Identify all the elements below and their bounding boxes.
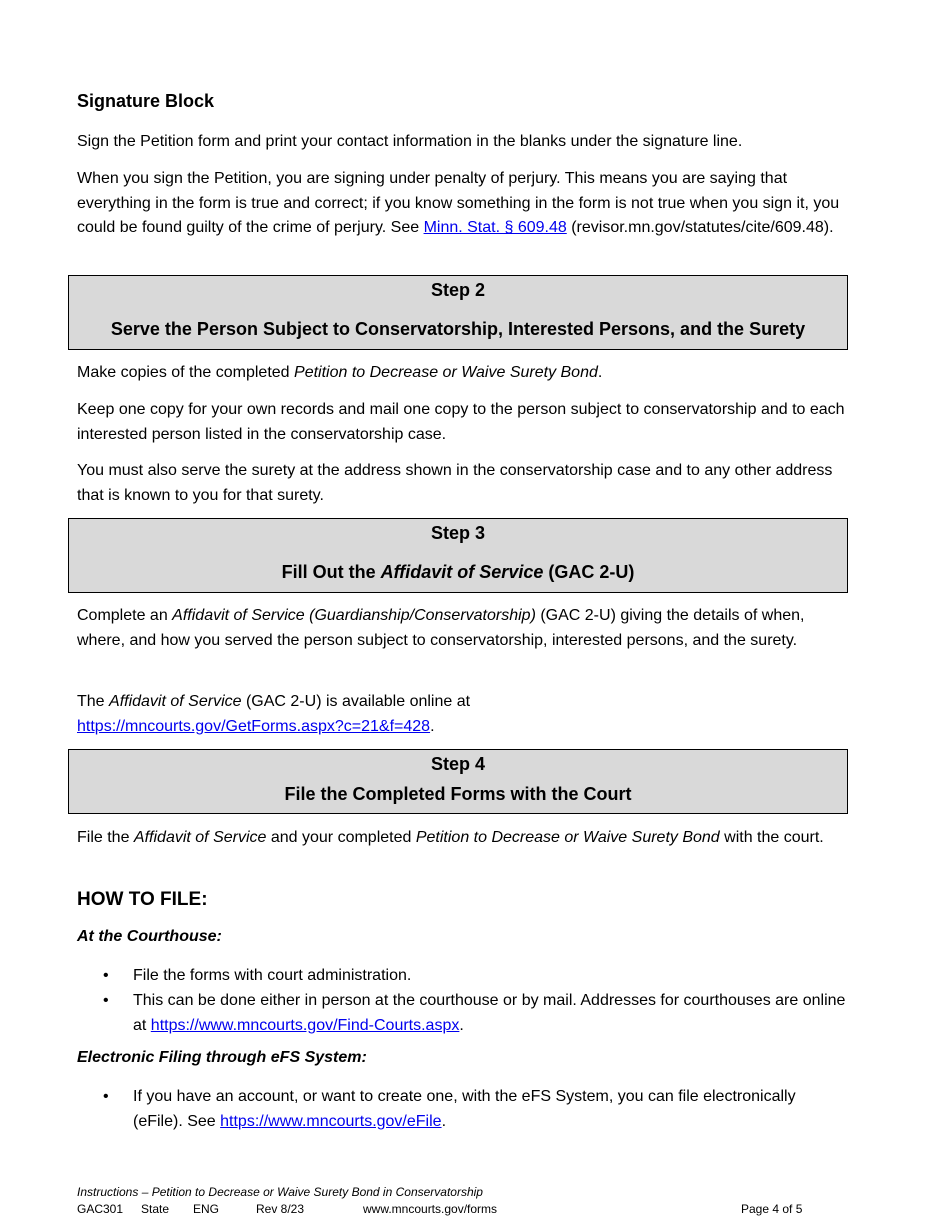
footer-revision: Rev 8/23: [256, 1202, 305, 1216]
step-3-header: [68, 518, 848, 593]
signature-paragraph-2: When you sign the Petition, you are signing under penalty of perjury. This means you are saying that everything in the form is true and correct; if you know something in the form is not true when you sign it, you could be found guilty of the crime of perjury. See Minn. Stat. § 609.48 (revisor.mn.gov/statutes/cite/609.48).: [77, 170, 840, 236]
step-4-label: Step 4: [430, 754, 486, 774]
find-courts-link[interactable]: https://www.mncourts.gov/Find-Courts.aspx: [150, 1016, 460, 1034]
step-3-paragraph-2: The Affidavit of Service (GAC 2-U) is available online at https://mncourts.gov/GetForms.aspx?c=21&f=428.: [77, 693, 471, 735]
efile-link[interactable]: https://www.mncourts.gov/eFile: [220, 1112, 442, 1130]
efs-heading: Electronic Filing through eFS System:: [77, 1049, 367, 1066]
minn-stat-link[interactable]: Minn. Stat. § 609.48: [423, 219, 567, 236]
step-2-title: Serve the Person Subject to Conservatorship, Interested Persons, and the Surety: [110, 319, 806, 339]
how-to-file-heading: HOW TO FILE:: [77, 889, 208, 910]
footer-page-number: Page 4 of 5: [741, 1202, 803, 1216]
step-2-paragraph-2: Keep one copy for your own records and mail one copy to the person subject to conservatorship and to each interested person listed in the conservatorship case.: [77, 401, 845, 443]
bullet-icon: •: [103, 992, 109, 1009]
signature-paragraph-1: Sign the Petition form and print your contact information in the blanks under the signature line.: [77, 133, 743, 150]
footer-website: www.mncourts.gov/forms: [363, 1202, 498, 1216]
footer-title: Instructions – Petition to Decrease or Waive Surety Bond in Conservatorship: [77, 1185, 483, 1199]
step-2-label: Step 2: [430, 280, 486, 300]
step-3-paragraph-1: Complete an Affidavit of Service (Guardianship/Conservatorship) (GAC 2-U) giving the details of when, where, and how you served the person subject to conservatorship, interested persons, and the surety.: [77, 607, 805, 649]
bullet-icon: •: [103, 967, 109, 984]
step-3-label: Step 3: [430, 523, 486, 543]
bullet-item-3: If you have an account, or want to create one, with the eFS System, you can file electronically (eFile). See https://www.mncourts.gov/eFile.: [133, 1088, 796, 1130]
courthouse-heading: At the Courthouse:: [77, 928, 222, 945]
step-2-header: [68, 275, 848, 350]
footer-scope: State: [141, 1202, 170, 1216]
step-4-title: File the Completed Forms with the Court: [284, 784, 632, 804]
step-4-header: [68, 749, 848, 814]
bullet-item-1: File the forms with court administration.: [133, 967, 412, 984]
signature-block-heading: Signature Block: [77, 91, 215, 111]
footer-language: ENG: [193, 1202, 220, 1216]
step-4-paragraph-1: File the Affidavit of Service and your completed Petition to Decrease or Waive Surety Bond with the court.: [77, 829, 824, 846]
affidavit-form-link[interactable]: https://mncourts.gov/GetForms.aspx?c=21&f=428: [77, 717, 431, 735]
step-2-paragraph-3: You must also serve the surety at the address shown in the conservatorship case and to any other address that is known to you for that surety.: [77, 462, 833, 504]
step-2-paragraph-1: Make copies of the completed Petition to Decrease or Waive Surety Bond.: [77, 364, 603, 381]
bullet-item-2: This can be done either in person at the courthouse or by mail. Addresses for courthouses are online at https://www.mncourts.gov/Find-Courts.aspx.: [133, 992, 846, 1034]
footer-form-code: GAC301: [77, 1202, 124, 1216]
bullet-icon: •: [103, 1088, 109, 1105]
step-3-title: Fill Out the Affidavit of Service (GAC 2-U): [281, 562, 635, 582]
